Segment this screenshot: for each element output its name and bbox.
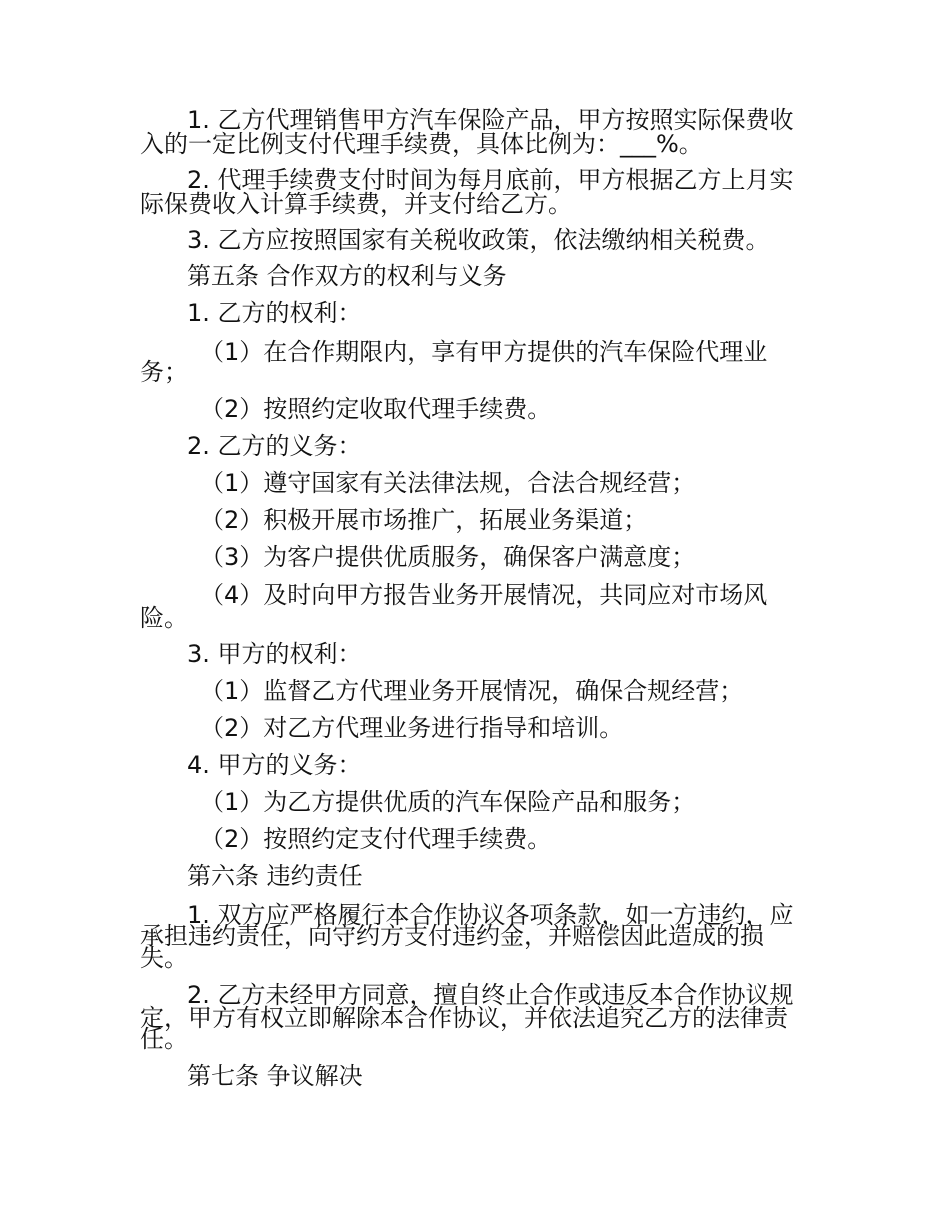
clause-text: 3. 乙方应按照国家有关税收政策，依法缴纳相关税费。 [187, 226, 770, 254]
article-heading: 第七条 争议解决 [187, 1062, 363, 1090]
sub-heading: 1. 乙方的权利： [187, 299, 362, 327]
list-item: 务； [140, 358, 188, 386]
list-item: （2）按照约定收取代理手续费。 [200, 395, 552, 423]
list-item: 险。 [140, 604, 188, 632]
sub-heading: 2. 乙方的义务： [187, 432, 362, 460]
list-item: （1）在合作期限内，享有甲方提供的汽车保险代理业 [200, 338, 768, 366]
clause-text: 承担违约责任，向守约方支付违约金，并赔偿因此造成的损 [140, 922, 764, 950]
clause-text: 际保费收入计算手续费，并支付给乙方。 [140, 190, 572, 218]
clause-text: 1. 双方应严格履行本合作协议各项条款，如一方违约，应 [187, 901, 794, 929]
list-item: （1）为乙方提供优质的汽车保险产品和服务； [200, 788, 696, 816]
clause-text: 2. 乙方未经甲方同意，擅自终止合作或违反本合作协议规 [187, 981, 794, 1009]
article-heading: 第六条 违约责任 [187, 862, 363, 890]
clause-text: 1. 乙方代理销售甲方汽车保险产品，甲方按照实际保费收 [187, 106, 794, 134]
list-item: （4）及时向甲方报告业务开展情况，共同应对市场风 [200, 581, 768, 609]
clause-text: 入的一定比例支付代理手续费，具体比例为：___%。 [140, 130, 703, 158]
article-heading: 第五条 合作双方的权利与义务 [187, 262, 507, 290]
list-item: （2）积极开展市场推广，拓展业务渠道； [200, 506, 648, 534]
list-item: （3）为客户提供优质服务，确保客户满意度； [200, 543, 696, 571]
list-item: （2）对乙方代理业务进行指导和培训。 [200, 714, 624, 742]
clause-text: 失。 [140, 944, 188, 972]
clause-text: 定，甲方有权立即解除本合作协议，并依法追究乙方的法律责 [140, 1004, 788, 1032]
sub-heading: 4. 甲方的义务： [187, 751, 362, 779]
clause-text: 2. 代理手续费支付时间为每月底前，甲方根据乙方上月实 [187, 166, 794, 194]
clause-text: 任。 [140, 1025, 188, 1053]
list-item: （1）监督乙方代理业务开展情况，确保合规经营； [200, 677, 744, 705]
sub-heading: 3. 甲方的权利： [187, 640, 362, 668]
list-item: （1）遵守国家有关法律法规，合法合规经营； [200, 469, 696, 497]
list-item: （2）按照约定支付代理手续费。 [200, 825, 552, 853]
